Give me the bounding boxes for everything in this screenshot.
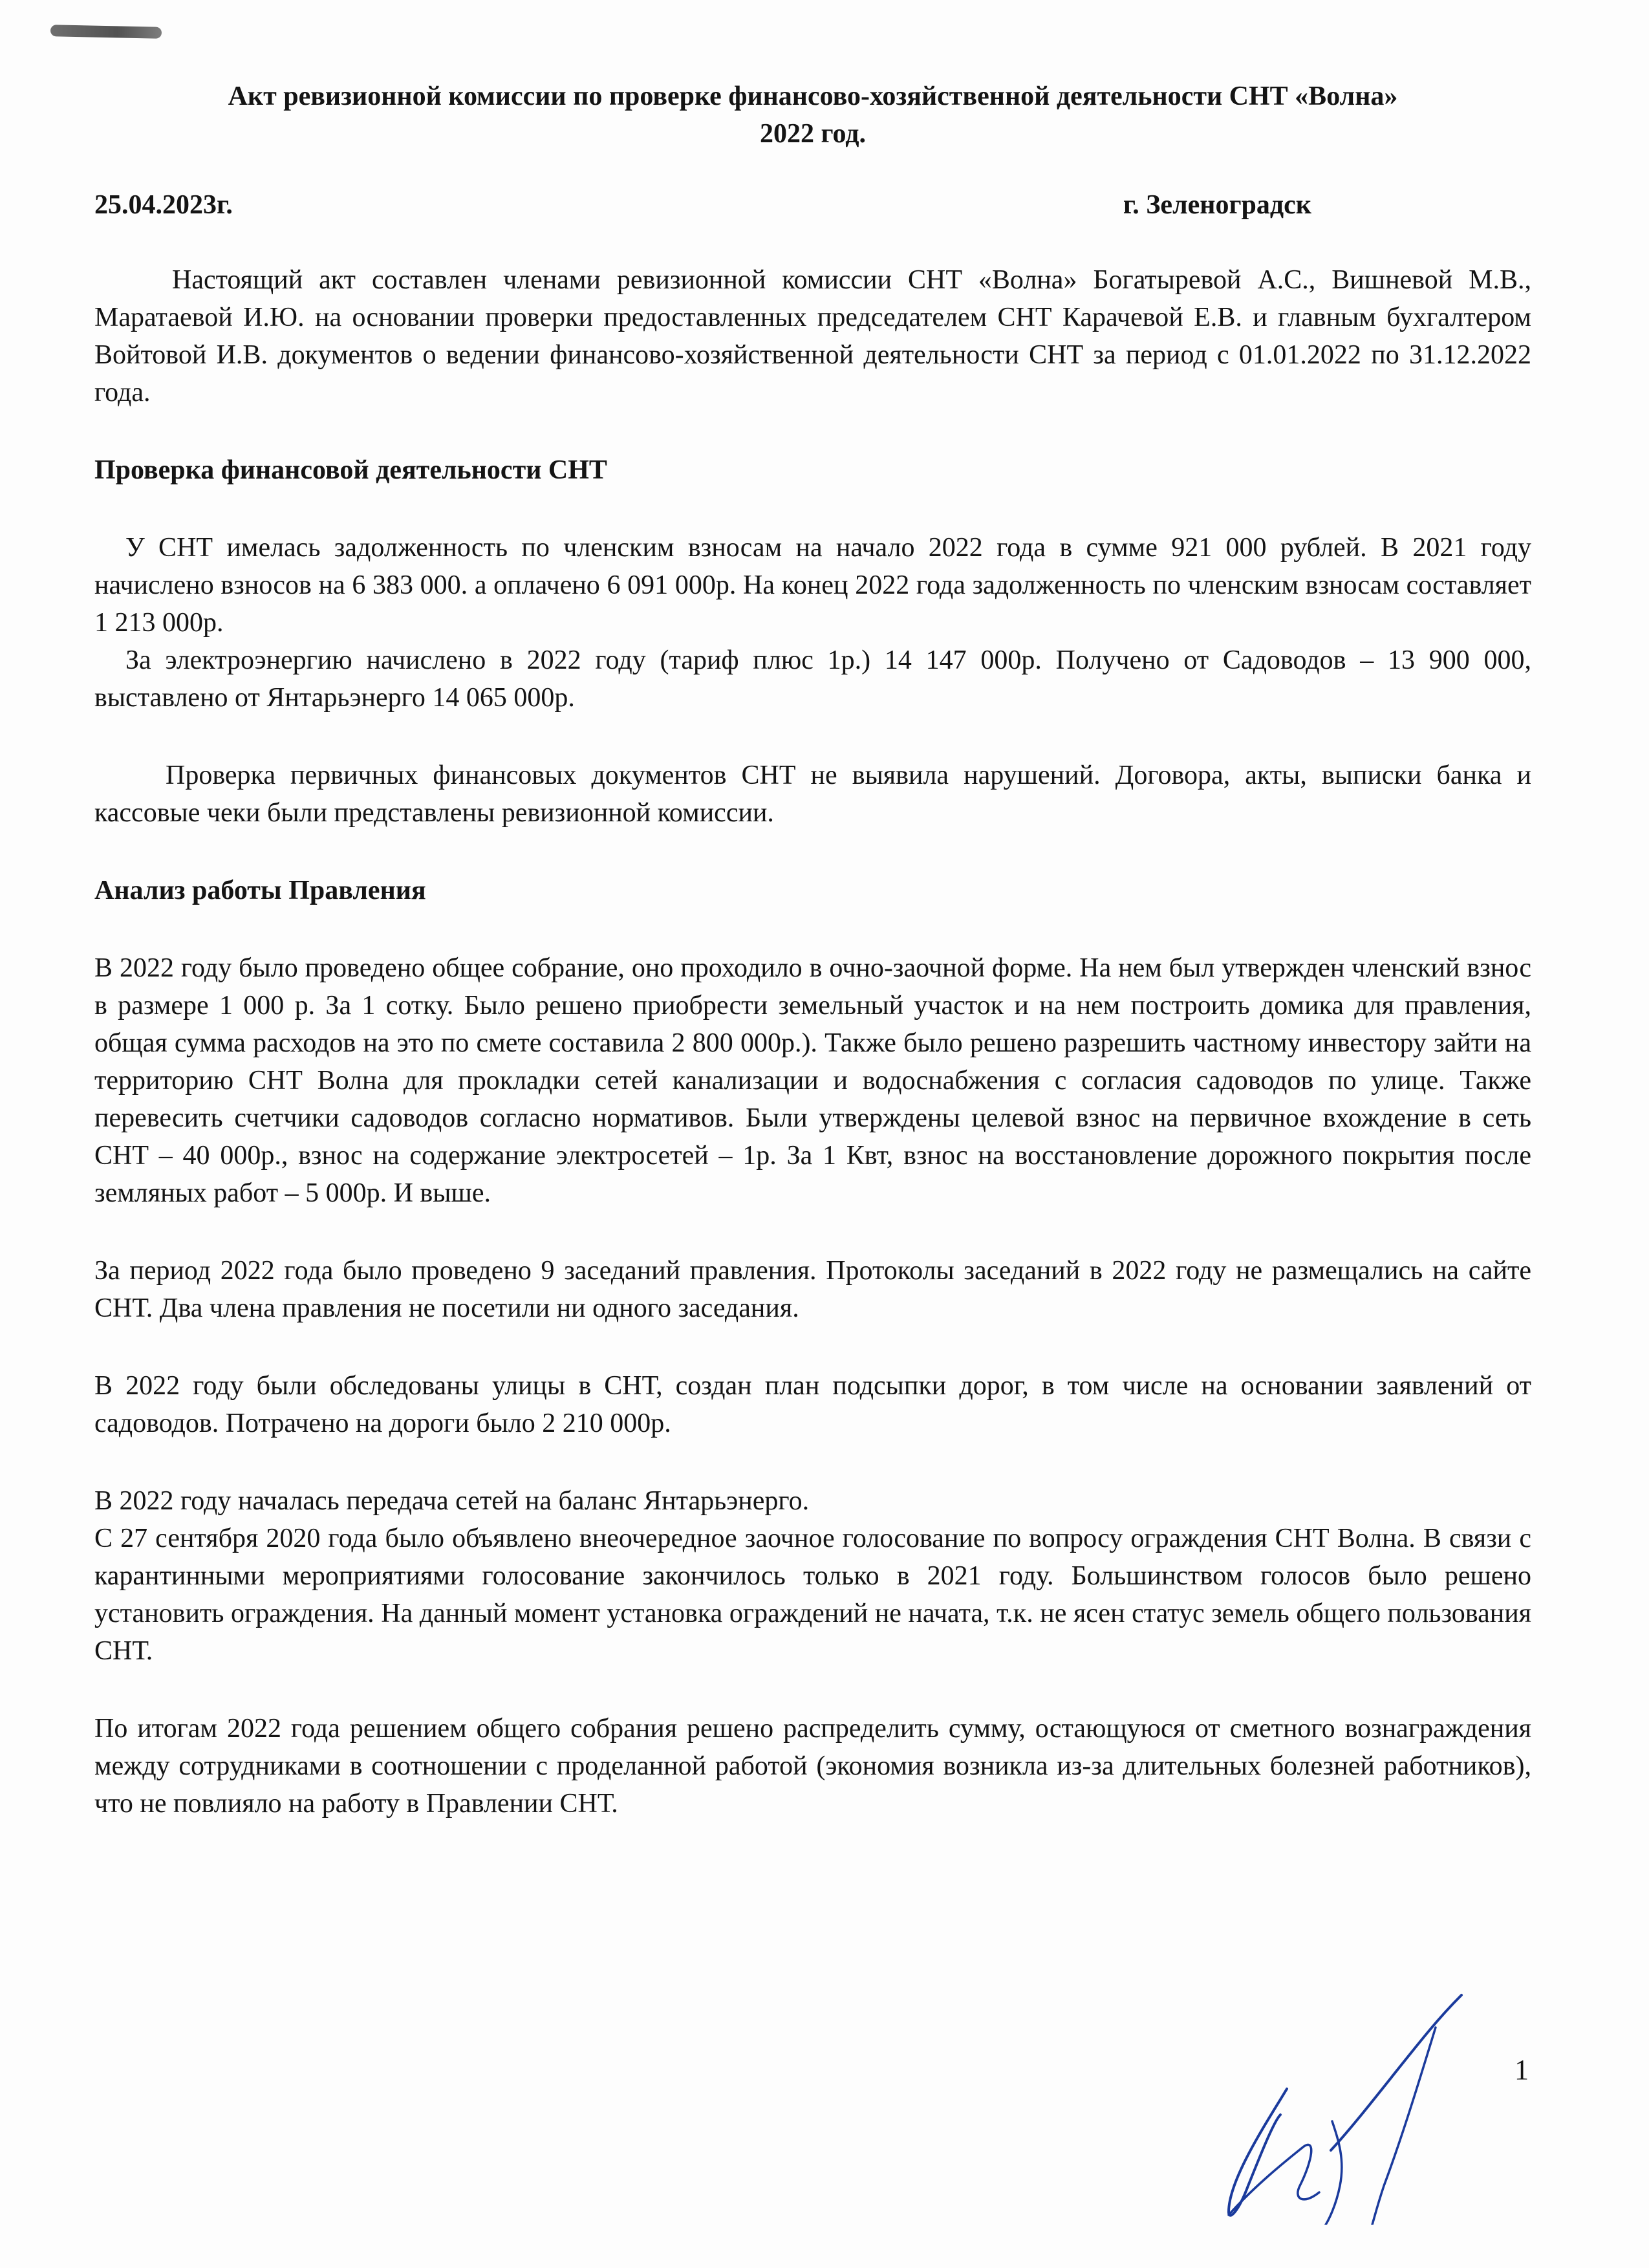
page-number: 1 <box>1514 2054 1529 2086</box>
document-date: 25.04.2023г. <box>94 190 233 220</box>
finance-paragraph-2: За электроэнергию начислено в 2022 году (тариф плюс 1р.) 14 147 000р. Получено от Садоводов – 13 900 000, выставлено от Янтарьэнерго 14 065 000р. <box>94 645 1531 713</box>
finance-paragraph-1: У СНТ имелась задолженность по членским взносам на начало 2022 года в сумме 921 000 рублей. В 2021 году начислено взносов на 6 383 000. а оплачено 6 091 000р. На конец 2022 года задолженность по членским взносам составляет 1 213 000р. <box>94 533 1531 638</box>
board-paragraph-1: В 2022 году было проведено общее собрание, оно проходило в очно-заочной форме. На нем был утвержден членский взнос в размере 1 000 р. За 1 сотку. Было решено приобрести земельный участок и на нем построить домика для правления, общая сумма расходов на это по смете составила 2 800 000р.). Также было решено разрешить частному инвестору зайти на территорию СНТ Волна для прокладки сетей канализации и водоснабжения с согласия садоводов по улице. Также перевесить счетчики садоводов согласно нормативов. Были утверждены целевой взнос на первичное вхождение в сеть СНТ – 40 000р., взнос на содержание электросетей – 1р. За 1 Квт, взнос на восстановление дорожного покрытия после земляных работ – 5 000р. И выше. <box>94 953 1531 1208</box>
document-body <box>94 78 1531 1822</box>
title-line-2: 2022 год. <box>759 119 867 149</box>
scan-artifact-mark <box>50 25 162 39</box>
document-city: г. Зеленоградск <box>1123 190 1311 220</box>
board-paragraph-3: В 2022 году были обследованы улицы в СНТ, создан план подсыпки дорог, в том числе на основании заявлений от садоводов. Потрачено на дороги было 2 210 000р. <box>94 1371 1531 1438</box>
title-line-1: Акт ревизионной комиссии по проверке финансово-хозяйственной деятельности СНТ «Волна» <box>228 81 1398 111</box>
handwritten-signature <box>1190 1992 1552 2225</box>
date-place-line <box>94 186 1531 224</box>
section-heading-board: Анализ работы Правления <box>94 876 426 905</box>
board-paragraph-2: За период 2022 года было проведено 9 заседаний правления. Протоколы заседаний в 2022 году не размещались на сайте СНТ. Два члена правления не посетили ни одного заседания. <box>94 1256 1531 1323</box>
section-heading-finance: Проверка финансовой деятельности СНТ <box>94 455 607 485</box>
intro-paragraph: Настоящий акт составлен членами ревизионной комиссии СНТ «Волна» Богатыревой А.С., Вишневой М.В., Маратаевой И.Ю. на основании проверки предоставленных председателем СНТ Карачевой Е.В. и главным бухгалтером Войтовой И.В. документов о ведении финансово-хозяйственной деятельности СНТ за период с 01.01.2022 по 31.12.2022 года. <box>94 265 1531 407</box>
board-paragraph-4b: С 27 сентября 2020 года было объявлено внеочередное заочное голосование по вопросу ограждения СНТ Волна. В связи с карантинными мероприятиями голосование закончилось только в 2021 году. Большинством голосов было решено установить ограждения. На данный момент установка ограждений не начата, т.к. не ясен статус земель общего пользования СНТ. <box>94 1524 1531 1666</box>
document-title <box>94 78 1531 153</box>
finance-paragraph-3: Проверка первичных финансовых документов СНТ не выявила нарушений. Договора, акты, выписки банка и кассовые чеки были представлены ревизионной комиссии. <box>94 761 1531 828</box>
board-paragraph-5: По итогам 2022 года решением общего собрания решено распределить сумму, остающуюся от сметного вознаграждения между сотрудниками в соотношении с проделанной работой (экономия возникла из-за длительных болезней работников), что не повлияло на работу в Правлении СНТ. <box>94 1714 1531 1819</box>
board-paragraph-4a: В 2022 году началась передача сетей на баланс Янтарьэнерго. <box>94 1486 810 1516</box>
